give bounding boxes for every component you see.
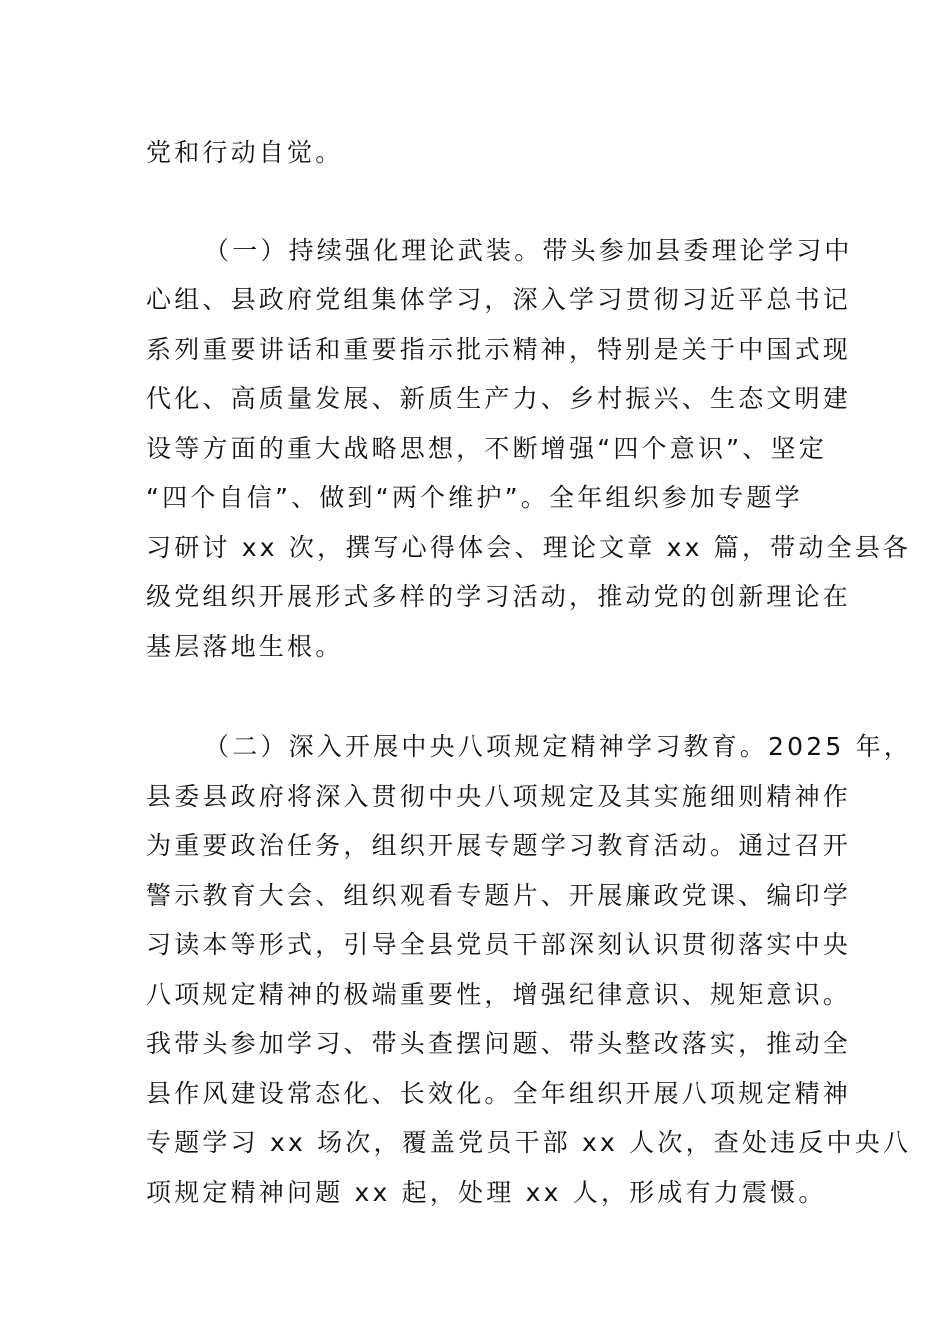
paragraph-2-line-1: （一）持续强化理论武装。带头参加县委理论学习中 (204, 236, 853, 265)
paragraph-3-line-3: 为重要政治任务，组织开展专题学习教育活动。通过召开 (146, 831, 852, 860)
paragraph-3-line-2: 县委县政府将深入贯彻中央八项规定及其实施细则精神作 (146, 782, 852, 811)
paragraph-2-line-9: 基层落地生根。 (146, 632, 344, 661)
paragraph-2-line-7: 习研讨 xx 次，撰写心得体会、理论文章 xx 篇，带动全县各 (146, 533, 912, 562)
paragraph-3-line-7: 我带头参加学习、带头查摆问题、带头整改落实，推动全 (146, 1029, 852, 1058)
paragraph-1-line-1: 党和行动自觉。 (146, 138, 344, 167)
paragraph-3-line-1: （二）深入开展中央八项规定精神学习教育。2025 年， (204, 732, 912, 761)
paragraph-3-line-8: 县作风建设常态化、长效化。全年组织开展八项规定精神 (146, 1079, 852, 1108)
paragraph-2-line-4: 代化、高质量发展、新质生产力、乡村振兴、生态文明建 (146, 384, 852, 413)
paragraph-2-line-3: 系列重要讲话和重要指示批示精神，特别是关于中国式现 (146, 335, 852, 364)
paragraph-3-line-9: 专题学习 xx 场次，覆盖党员干部 xx 人次，查处违反中央八 (146, 1128, 912, 1157)
paragraph-2-line-2: 心组、县政府党组集体学习，深入学习贯彻习近平总书记 (146, 285, 852, 314)
paragraph-2-line-6: “四个自信”、做到“两个维护”。全年组织参加专题学 (146, 483, 803, 512)
paragraph-3-line-10: 项规定精神问题 xx 起，处理 xx 人，形成有力震慑。 (146, 1178, 827, 1207)
paragraph-3-line-5: 习读本等形式，引导全县党员干部深刻认识贯彻落实中央 (146, 930, 852, 959)
paragraph-3-line-6: 八项规定精神的极端重要性，增强纪律意识、规矩意识。 (146, 980, 852, 1009)
paragraph-2-line-8: 级党组织开展形式多样的学习活动，推动党的创新理论在 (146, 582, 852, 611)
paragraph-2-line-5: 设等方面的重大战略思想，不断增强“四个意识”、坚定 (146, 434, 827, 463)
paragraph-3-line-4: 警示教育大会、组织观看专题片、开展廉政党课、编印学 (146, 881, 852, 910)
